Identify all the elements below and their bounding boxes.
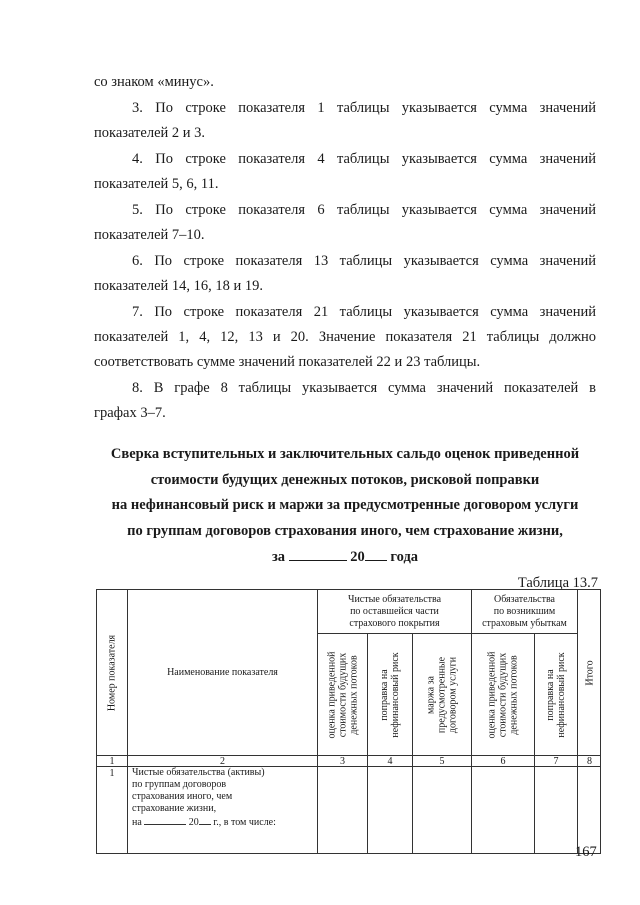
section-heading-line: стоимости будущих денежных потоков, рисковой поправки: [150, 472, 540, 488]
row1-line: по группам договоров: [132, 779, 227, 790]
row1-year: 20: [188, 817, 199, 828]
header-number-label: Номер показателя: [106, 634, 118, 711]
paragraph-line: показателей 14, 16, 18 и 19.: [94, 278, 264, 294]
row1-na: на: [132, 817, 142, 828]
header-sub-pv: [317, 633, 367, 755]
group-claims-line: Обязательства: [494, 593, 555, 605]
row1-value-cell: [367, 766, 412, 854]
row1-value-cell: [534, 766, 577, 854]
section-heading-period: [80, 548, 610, 566]
header-total-label: Итого: [584, 659, 595, 686]
row1-tail: г., в том числе:: [213, 817, 276, 828]
header-group-net: [317, 589, 471, 633]
row1-value-cell: [577, 766, 601, 854]
group-net-line: по оставшейся части: [350, 605, 439, 617]
row1-date-line: [132, 815, 312, 829]
paragraph-line: 8. В графе 8 таблицы указывается сумма значений показателей в: [132, 380, 596, 396]
column-number: 3: [317, 755, 367, 766]
group-net-line: Чистые обязательства: [347, 593, 442, 605]
header-sub-pv-claims: [471, 633, 534, 755]
paragraph-line: графах 3–7.: [94, 405, 166, 421]
header-total-cell: [577, 589, 601, 755]
header-sub-risk: [367, 633, 412, 755]
row1-line: страхования иного, чем: [132, 791, 233, 802]
date-blank: [289, 548, 347, 561]
column-number: 4: [367, 755, 412, 766]
header-name-label: Наименование показателя: [167, 666, 278, 678]
paragraph-line: со знаком «минус».: [94, 74, 214, 90]
year-blank: [365, 548, 387, 561]
section-heading-line: на нефинансовый риск и маржи за предусмотренные договором услуги: [111, 497, 579, 513]
sub-margin-line: маржа за: [425, 675, 437, 714]
row1-date-blank: [144, 815, 186, 825]
section-heading-line: по группам договоров страхования иного, чем страхование жизни,: [127, 523, 563, 539]
sub-pv2-line: денежных потоков: [508, 654, 520, 735]
sub-pv-line: денежных потоков: [348, 654, 359, 735]
group-claims-line: страховым убыткам: [482, 617, 567, 629]
row1-value-cell: [317, 766, 367, 854]
row1-year-blank: [199, 815, 211, 825]
sub-pv-line: стоимости будущих: [337, 652, 348, 737]
heading-year: 20: [350, 549, 365, 565]
row1-number-cell: [96, 766, 127, 854]
column-number: 1: [96, 755, 127, 766]
sub-margin-line: договором услуги: [447, 656, 459, 733]
paragraph-line: 5. По строке показателя 6 таблицы указывается сумма значений: [132, 202, 596, 218]
sub-risk-line: нефинансовый риск: [390, 651, 401, 738]
header-sub-margin: [412, 633, 471, 755]
header-name-cell: [127, 589, 317, 755]
section-heading-line: Сверка вступительных и заключительных сальдо оценок приведенной: [110, 446, 580, 462]
row1-value-cell: [471, 766, 534, 854]
paragraph-line: показателей 7–10.: [94, 227, 205, 243]
header-number-cell: [96, 589, 127, 755]
row1-name: [132, 767, 312, 829]
column-number: 2: [127, 755, 317, 766]
sub-pv-line: оценка приведенной: [326, 650, 337, 739]
sub-pv2-line: стоимости будущих: [497, 652, 509, 737]
data-table: [96, 589, 601, 854]
column-number: 5: [412, 755, 471, 766]
sub-risk-line: поправка на: [379, 668, 390, 721]
table-caption: Таблица 13.7: [517, 575, 598, 591]
row1-value-cell: [412, 766, 471, 854]
row1-line: Чистые обязательства (активы): [132, 767, 265, 778]
paragraph-line: соответствовать сумме значений показателей 22 и 23 таблицы.: [94, 354, 481, 370]
group-claims-line: по возникшим: [493, 605, 556, 617]
column-number: 8: [577, 755, 601, 766]
column-number: 7: [534, 755, 577, 766]
group-net-line: страхового покрытия: [349, 617, 440, 629]
heading-za: за: [271, 549, 286, 565]
paragraph-line: показателей 5, 6, 11.: [94, 176, 219, 192]
paragraph-line: 6. По строке показателя 13 таблицы указывается сумма значений: [132, 253, 596, 269]
paragraph-line: 7. По строке показателя 21 таблицы указывается сумма значений: [132, 304, 596, 320]
sub-risk2-line: поправка на: [545, 668, 556, 721]
paragraph-line: показателей 2 и 3.: [94, 125, 206, 141]
sub-margin-line: предусмотренные: [436, 656, 448, 733]
sub-risk2-line: нефинансовый риск: [556, 651, 567, 738]
heading-goda: года: [390, 549, 419, 565]
paragraph-line: показателей 1, 4, 12, 13 и 20. Значение показателя 21 таблицы должно: [94, 329, 596, 345]
page-number: 167: [575, 844, 597, 860]
row1-line: страхование жизни,: [132, 803, 217, 814]
paragraph-line: 4. По строке показателя 4 таблицы указывается сумма значений: [132, 151, 596, 167]
column-number: 6: [471, 755, 534, 766]
row1-number: 1: [109, 768, 115, 779]
header-group-claims: [471, 589, 577, 633]
paragraph-line: 3. По строке показателя 1 таблицы указывается сумма значений: [132, 100, 596, 116]
header-sub-risk-claims: [534, 633, 577, 755]
sub-pv2-line: оценка приведенной: [486, 650, 498, 739]
